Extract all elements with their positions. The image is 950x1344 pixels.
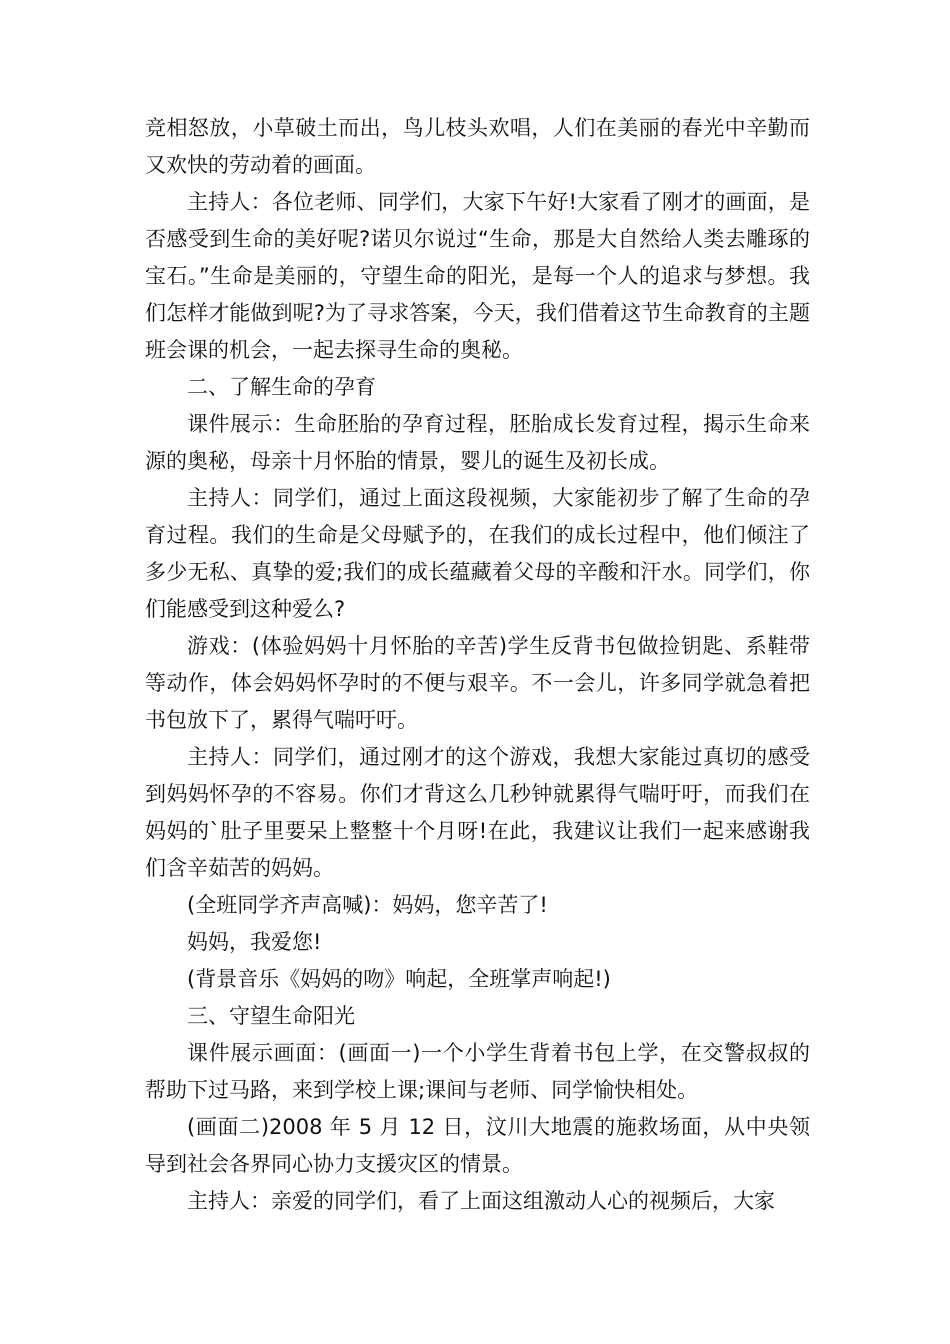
paragraph-7: 主持人：同学们，通过刚才的这个游戏，我想大家能过真切的感受到妈妈怀孕的不容易。你们才背这么几秒钟就累得气喘吁吁，而我们在妈妈的`肚子里要呆上整整十个月呀!在此，我建议让我们一起来感谢我们含辛茹苦的妈妈。 bbox=[145, 745, 810, 880]
paragraph-4: 课件展示：生命胚胎的孕育过程，胚胎成长发育过程，揭示生命来源的奥秘，母亲十月怀胎的情景，婴儿的诞生及初长成。 bbox=[145, 412, 810, 473]
paragraph-13: (画面二)2008 年 5 月 12 日，汶川大地震的施救场面，从中央领导到社会各界同心协力支援灾区的情景。 bbox=[145, 1115, 810, 1176]
paragraph-2: 主持人：各位老师、同学们，大家下午好!大家看了刚才的画面，是否感受到生命的美好呢?诺贝尔说过“生命，那是大自然给人类去雕琢的宝石。”生命是美丽的，守望生命的阳光，是每一个人的追求与梦想。我们怎样才能做到呢?为了寻求答案，今天，我们借着这节生命教育的主题班会课的机会，一起去探寻生命的奥秘。 bbox=[145, 190, 810, 362]
paragraph-8: (全班同学齐声高喊)：妈妈，您辛苦了! bbox=[187, 893, 548, 917]
paragraph-5: 主持人：同学们，通过上面这段视频，大家能初步了解了生命的孕育过程。我们的生命是父母赋予的，在我们的成长过程中，他们倾注了多少无私、真挚的爱;我们的成长蕴藏着父母的辛酸和汗水。同学们，你们能感受到这种爱么? bbox=[145, 486, 810, 621]
paragraph-12: 课件展示画面：(画面一)一个小学生背着书包上学，在交警叔叔的帮助下过马路，来到学校上课;课间与老师、同学愉快相处。 bbox=[145, 1041, 810, 1102]
document-body bbox=[145, 110, 810, 1220]
section-heading-3: 三、守望生命阳光 bbox=[187, 1004, 355, 1028]
paragraph-14: 主持人：亲爱的同学们，看了上面这组激动人心的视频后，大家 bbox=[187, 1189, 775, 1213]
paragraph-9: 妈妈，我爱您! bbox=[187, 930, 322, 954]
paragraph-10: (背景音乐《妈妈的吻》响起，全班掌声响起!) bbox=[187, 967, 611, 991]
paragraph-6: 游戏：(体验妈妈十月怀胎的辛苦)学生反背书包做捡钥匙、系鞋带等动作，体会妈妈怀孕时的不便与艰辛。不一会儿，许多同学就急着把书包放下了，累得气喘吁吁。 bbox=[145, 634, 810, 732]
section-heading-2: 二、了解生命的孕育 bbox=[187, 375, 376, 399]
paragraph-1: 竞相怒放，小草破土而出，鸟儿枝头欢唱，人们在美丽的春光中辛勤而又欢快的劳动着的画面。 bbox=[145, 116, 810, 177]
